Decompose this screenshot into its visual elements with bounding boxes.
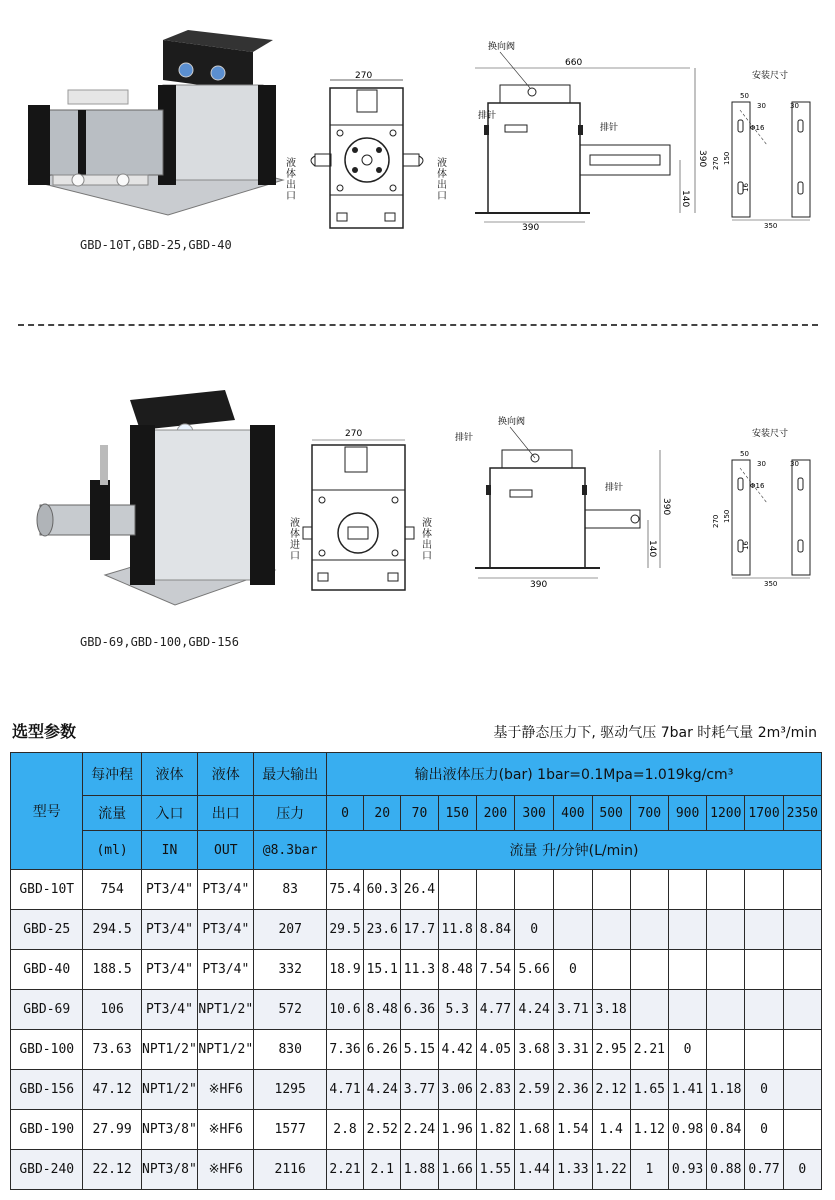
flow-value-cell: 2.1 [364, 1150, 401, 1190]
flow-value-cell [630, 910, 668, 950]
flow-value-cell: 8.84 [476, 910, 514, 950]
header-model: 型号 [11, 753, 83, 870]
outlet-cell: ※HF6 [198, 1150, 254, 1190]
flow-value-cell: 3.06 [438, 1070, 476, 1110]
section-divider [18, 324, 818, 326]
flow-value-cell: 5.3 [438, 990, 476, 1030]
header-max-b: 压力 [254, 796, 326, 831]
flow-value-cell: 2.95 [592, 1030, 630, 1070]
svg-text:排针: 排针 [600, 123, 619, 133]
table-row [11, 950, 822, 990]
outlet-label-bottom: 液体出口 [422, 518, 432, 562]
flow-value-cell: 4.05 [476, 1030, 514, 1070]
flow-value-cell: 15.1 [364, 950, 401, 990]
model-cell: GBD-156 [11, 1070, 83, 1110]
flow-cell: 73.63 [83, 1030, 141, 1070]
flow-value-cell: 2.8 [326, 1110, 363, 1150]
flow-value-cell: 1.54 [554, 1110, 592, 1150]
flow-value-cell: 0.77 [745, 1150, 783, 1190]
front-view-drawing-top [285, 70, 435, 235]
flow-value-cell: 18.9 [326, 950, 363, 990]
flow-value-cell: 3.68 [515, 1030, 554, 1070]
outlet-cell: ※HF6 [198, 1070, 254, 1110]
inlet-cell: NPT3/8" [141, 1150, 197, 1190]
svg-text:Φ16: Φ16 [750, 482, 765, 490]
max-pressure-cell: 830 [254, 1030, 326, 1070]
svg-text:50: 50 [740, 450, 749, 458]
header-out-b: 出口 [198, 796, 254, 831]
spec-table-body [11, 870, 822, 1190]
model-cell: GBD-190 [11, 1110, 83, 1150]
table-row [11, 1070, 822, 1110]
flow-value-cell: 1.33 [554, 1150, 592, 1190]
flow-cell: 22.12 [83, 1150, 141, 1190]
outlet-cell: NPT1/2" [198, 1030, 254, 1070]
outlet-cell: PT3/4" [198, 910, 254, 950]
svg-text:140: 140 [647, 540, 657, 558]
flow-value-cell [707, 950, 745, 990]
flow-value-cell: 4.77 [476, 990, 514, 1030]
svg-text:390: 390 [661, 498, 671, 516]
flow-value-cell [592, 910, 630, 950]
flow-value-cell: 0.88 [707, 1150, 745, 1190]
inlet-cell: PT3/4" [141, 990, 197, 1030]
svg-text:30: 30 [757, 102, 766, 110]
flow-value-cell: 26.4 [401, 870, 438, 910]
flow-value-cell: 1.12 [630, 1110, 668, 1150]
header-flow-c: (ml) [83, 831, 141, 870]
outlet-cell: PT3/4" [198, 870, 254, 910]
flow-value-cell: 0 [554, 950, 592, 990]
flow-value-cell: 1.18 [707, 1070, 745, 1110]
pump-photo-small-series [18, 30, 288, 215]
flow-value-cell [707, 910, 745, 950]
flow-cell: 27.99 [83, 1110, 141, 1150]
flow-value-cell: 2.52 [364, 1110, 401, 1150]
flow-value-cell [783, 1030, 821, 1070]
flow-value-cell: 2.21 [630, 1030, 668, 1070]
table-row [11, 1030, 822, 1070]
svg-text:350: 350 [764, 222, 778, 230]
svg-text:安装尺寸: 安装尺寸 [752, 71, 789, 81]
svg-text:安装尺寸: 安装尺寸 [752, 429, 789, 439]
front-width-label: 270 [355, 71, 373, 81]
max-pressure-cell: 1295 [254, 1070, 326, 1110]
flow-value-cell: 2.59 [515, 1070, 554, 1110]
flow-value-cell [783, 870, 821, 910]
pressure-col: 0 [326, 796, 363, 831]
flow-value-cell: 29.5 [326, 910, 363, 950]
flow-value-cell: 2.24 [401, 1110, 438, 1150]
svg-text:30: 30 [757, 460, 766, 468]
pump-photo-large-series [35, 385, 280, 610]
max-pressure-cell: 207 [254, 910, 326, 950]
mount-drawing-top [712, 70, 827, 230]
header-flow-unit: 流量 升/分钟(L/min) [326, 831, 821, 870]
flow-value-cell: 0 [745, 1110, 783, 1150]
flow-value-cell: 1.65 [630, 1070, 668, 1110]
pressure-col: 300 [515, 796, 554, 831]
inlet-cell: PT3/4" [141, 910, 197, 950]
flow-value-cell [783, 950, 821, 990]
flow-value-cell: 4.24 [515, 990, 554, 1030]
svg-text:390: 390 [697, 150, 707, 168]
pressure-col: 500 [592, 796, 630, 831]
svg-text:16: 16 [742, 541, 750, 550]
inlet-cell: NPT3/8" [141, 1110, 197, 1150]
flow-value-cell: 1.44 [515, 1150, 554, 1190]
flow-value-cell: 1.66 [438, 1150, 476, 1190]
svg-text:换向阀: 换向阀 [498, 417, 526, 427]
flow-value-cell: 1.82 [476, 1110, 514, 1150]
flow-value-cell: 4.71 [326, 1070, 363, 1110]
table-row [11, 1110, 822, 1150]
flow-value-cell: 23.6 [364, 910, 401, 950]
pressure-col: 900 [668, 796, 706, 831]
header-in-b: 入口 [141, 796, 197, 831]
flow-value-cell: 1.22 [592, 1150, 630, 1190]
flow-value-cell [783, 990, 821, 1030]
outlet-cell: ※HF6 [198, 1110, 254, 1150]
header-out-a: 液体 [198, 753, 254, 796]
model-cell: GBD-69 [11, 990, 83, 1030]
flow-value-cell: 0 [515, 910, 554, 950]
flow-value-cell [783, 910, 821, 950]
svg-text:270: 270 [712, 156, 720, 170]
flow-value-cell: 7.36 [326, 1030, 363, 1070]
spec-table [10, 752, 822, 1190]
flow-value-cell: 0 [783, 1150, 821, 1190]
svg-text:150: 150 [723, 509, 731, 523]
header-in-c: IN [141, 831, 197, 870]
flow-value-cell: 5.15 [401, 1030, 438, 1070]
pressure-col: 400 [554, 796, 592, 831]
pressure-col: 1200 [707, 796, 745, 831]
flow-value-cell: 2.83 [476, 1070, 514, 1110]
pressure-col: 200 [476, 796, 514, 831]
outlet-cell: NPT1/2" [198, 990, 254, 1030]
model-cell: GBD-100 [11, 1030, 83, 1070]
flow-value-cell [745, 990, 783, 1030]
pressure-col: 150 [438, 796, 476, 831]
header-flow-a: 每冲程 [83, 753, 141, 796]
pressure-col: 2350 [783, 796, 821, 831]
flow-value-cell: 5.66 [515, 950, 554, 990]
flow-value-cell [745, 910, 783, 950]
svg-text:排针: 排针 [478, 111, 497, 121]
flow-value-cell: 75.4 [326, 870, 363, 910]
svg-text:30: 30 [790, 102, 799, 110]
flow-value-cell [745, 950, 783, 990]
inlet-label-top: 液体出口 [286, 158, 296, 202]
inlet-cell: NPT1/2" [141, 1030, 197, 1070]
flow-value-cell: 3.18 [592, 990, 630, 1030]
flow-value-cell [630, 990, 668, 1030]
flow-value-cell: 4.42 [438, 1030, 476, 1070]
flow-value-cell [707, 870, 745, 910]
header-pressure-title: 输出液体压力(bar) 1bar=0.1Mpa=1.019kg/cm³ [326, 753, 821, 796]
flow-value-cell [630, 950, 668, 990]
flow-value-cell [783, 1110, 821, 1150]
flow-value-cell: 2.36 [554, 1070, 592, 1110]
svg-text:270: 270 [712, 514, 720, 528]
max-pressure-cell: 83 [254, 870, 326, 910]
flow-value-cell: 1.68 [515, 1110, 554, 1150]
max-pressure-cell: 332 [254, 950, 326, 990]
svg-text:270: 270 [345, 429, 363, 439]
flow-value-cell [515, 870, 554, 910]
outlet-label-top: 液体出口 [437, 158, 447, 202]
flow-value-cell: 3.77 [401, 1070, 438, 1110]
svg-text:排针: 排针 [455, 433, 474, 443]
header-in-a: 液体 [141, 753, 197, 796]
inlet-label-bottom: 液体进口 [290, 518, 300, 562]
section-note: 基于静态压力下, 驱动气压 7bar 时耗气量 2m³/min [493, 725, 817, 741]
inlet-cell: PT3/4" [141, 870, 197, 910]
inlet-cell: NPT1/2" [141, 1070, 197, 1110]
flow-value-cell [707, 1030, 745, 1070]
outlet-cell: PT3/4" [198, 950, 254, 990]
header-max-c: @8.3bar [254, 831, 326, 870]
flow-value-cell: 1 [630, 1150, 668, 1190]
table-row [11, 910, 822, 950]
flow-value-cell: 1.55 [476, 1150, 514, 1190]
header-max-a: 最大输出 [254, 753, 326, 796]
flow-value-cell: 11.3 [401, 950, 438, 990]
flow-cell: 106 [83, 990, 141, 1030]
side-view-drawing-bottom [450, 410, 680, 590]
flow-value-cell [668, 990, 706, 1030]
model-cell: GBD-25 [11, 910, 83, 950]
flow-cell: 188.5 [83, 950, 141, 990]
flow-value-cell: 0.98 [668, 1110, 706, 1150]
flow-value-cell: 8.48 [438, 950, 476, 990]
flow-value-cell: 8.48 [364, 990, 401, 1030]
svg-text:150: 150 [723, 151, 731, 165]
side-view-drawing-top [470, 40, 707, 233]
flow-value-cell: 1.4 [592, 1110, 630, 1150]
flow-cell: 754 [83, 870, 141, 910]
flow-cell: 294.5 [83, 910, 141, 950]
svg-text:350: 350 [764, 580, 778, 588]
svg-text:50: 50 [740, 92, 749, 100]
flow-value-cell: 4.24 [364, 1070, 401, 1110]
flow-value-cell [630, 870, 668, 910]
table-row [11, 870, 822, 910]
flow-value-cell [668, 910, 706, 950]
section-title: 选型参数 [12, 722, 77, 741]
svg-text:30: 30 [790, 460, 799, 468]
flow-value-cell [668, 870, 706, 910]
flow-value-cell: 3.71 [554, 990, 592, 1030]
svg-text:140: 140 [680, 190, 690, 208]
svg-text:660: 660 [565, 58, 583, 68]
mount-drawing-bottom [712, 428, 827, 588]
svg-text:390: 390 [522, 223, 540, 233]
flow-value-cell: 0.93 [668, 1150, 706, 1190]
model-cell: GBD-10T [11, 870, 83, 910]
svg-text:390: 390 [530, 580, 548, 590]
flow-value-cell: 10.6 [326, 990, 363, 1030]
flow-value-cell [554, 870, 592, 910]
svg-text:16: 16 [742, 183, 750, 192]
pressure-col: 1700 [745, 796, 783, 831]
caption-top: GBD-10T,GBD-25,GBD-40 [80, 238, 232, 252]
flow-value-cell: 2.21 [326, 1150, 363, 1190]
flow-value-cell [592, 950, 630, 990]
flow-value-cell [745, 870, 783, 910]
flow-value-cell [592, 870, 630, 910]
flow-value-cell: 0 [668, 1030, 706, 1070]
front-view-drawing-bottom [300, 425, 420, 595]
flow-value-cell: 3.31 [554, 1030, 592, 1070]
table-row [11, 1150, 822, 1190]
header-out-c: OUT [198, 831, 254, 870]
flow-value-cell: 1.88 [401, 1150, 438, 1190]
max-pressure-cell: 572 [254, 990, 326, 1030]
flow-value-cell [554, 910, 592, 950]
flow-value-cell: 2.12 [592, 1070, 630, 1110]
flow-value-cell: 60.3 [364, 870, 401, 910]
svg-text:Φ16: Φ16 [750, 124, 765, 132]
flow-value-cell [783, 1070, 821, 1110]
flow-value-cell: 1.41 [668, 1070, 706, 1110]
pressure-col: 20 [364, 796, 401, 831]
header-flow-b: 流量 [83, 796, 141, 831]
flow-value-cell [438, 870, 476, 910]
flow-value-cell: 7.54 [476, 950, 514, 990]
caption-bottom: GBD-69,GBD-100,GBD-156 [80, 635, 239, 649]
flow-cell: 47.12 [83, 1070, 141, 1110]
inlet-cell: PT3/4" [141, 950, 197, 990]
svg-text:排针: 排针 [605, 483, 624, 493]
flow-value-cell: 6.26 [364, 1030, 401, 1070]
flow-value-cell: 11.8 [438, 910, 476, 950]
flow-value-cell: 6.36 [401, 990, 438, 1030]
pressure-col: 700 [630, 796, 668, 831]
pressure-col: 70 [401, 796, 438, 831]
flow-value-cell: 0 [745, 1070, 783, 1110]
flow-value-cell [707, 990, 745, 1030]
max-pressure-cell: 1577 [254, 1110, 326, 1150]
model-cell: GBD-240 [11, 1150, 83, 1190]
valve-label: 换向阀 [488, 42, 516, 52]
model-cell: GBD-40 [11, 950, 83, 990]
table-row [11, 990, 822, 1030]
flow-value-cell [476, 870, 514, 910]
flow-value-cell [745, 1030, 783, 1070]
flow-value-cell: 1.96 [438, 1110, 476, 1150]
flow-value-cell [668, 950, 706, 990]
max-pressure-cell: 2116 [254, 1150, 326, 1190]
flow-value-cell: 17.7 [401, 910, 438, 950]
flow-value-cell: 0.84 [707, 1110, 745, 1150]
